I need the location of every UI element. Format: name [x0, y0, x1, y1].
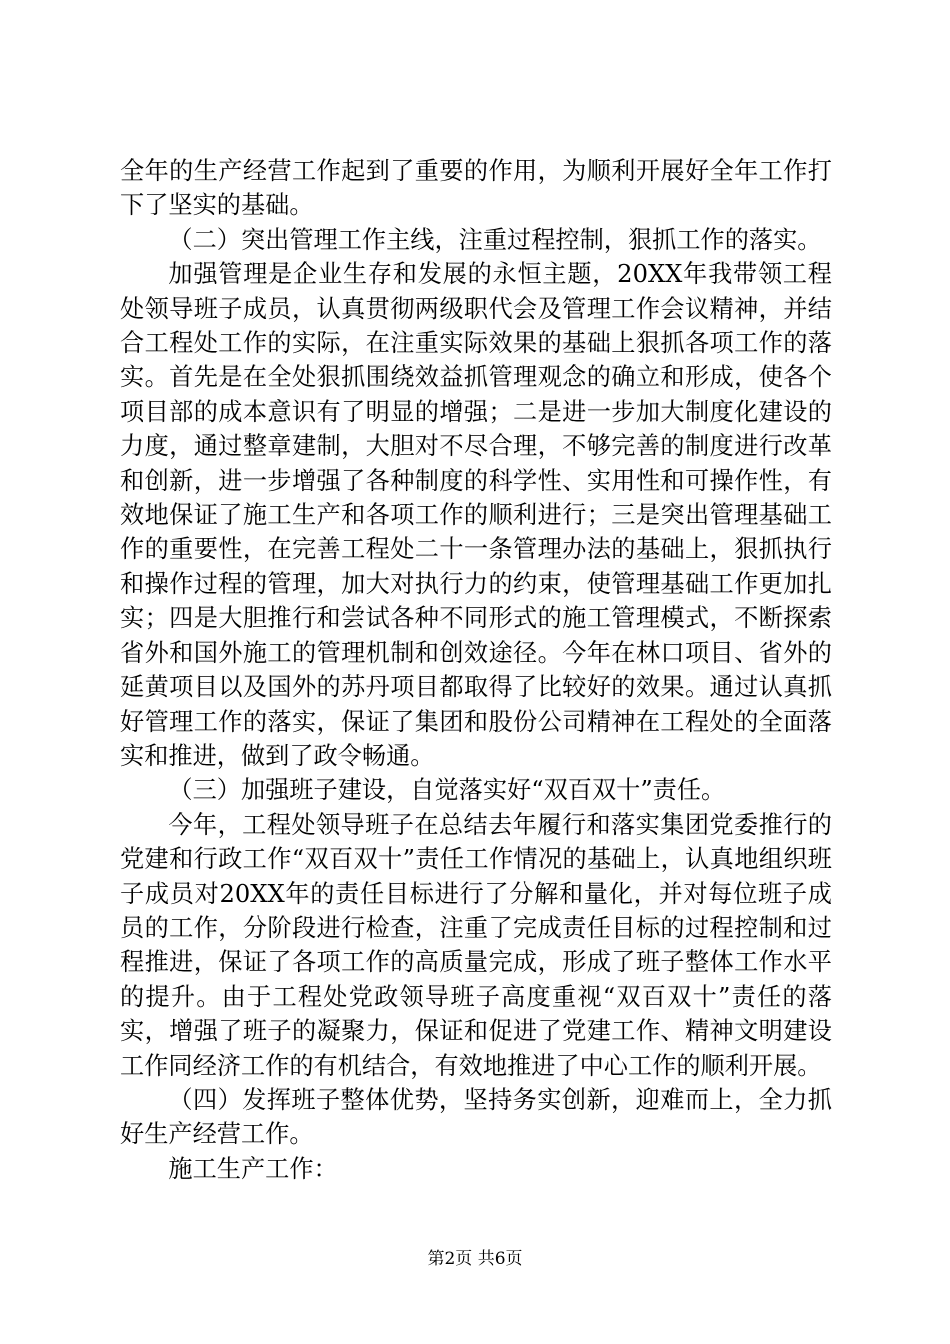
paragraph-construction: 施工生产工作：: [168, 1154, 338, 1183]
page-number: 第2页 共6页: [427, 1249, 523, 1269]
paragraph-management: 加强管理是企业生存和发展的永恒主题，20XX年我带领工程处领导班子成员，认真贯彻两级职代会及管理工作会议精神，并结合工程处工作的实际，在注重实际效果的基础上狠抓各项工作的落实。首先是在全处狠抓围绕效益抓管理观念的确立和形成，使各个项目部的成本意识有了明显的增强；二是进一步加大制度化建设的力度，通过整章建制，大胆对不尽合理，不够完善的制度进行改革和创新，进一步增强了各种制度的科学性、实用性和可操作性，有效地保证了施工生产和各项工作的顺利进行；三是突出管理基础工作的重要性，在完善工程处二十一条管理办法的基础上，狠抓执行和操作过程的管理，加大对执行力的约束，使管理基础工作更加扎实；四是大胆推行和尝试各种不同形式的施工管理模式，不断探索省外和国外施工的管理机制和创效途径。今年在林口项目、省外的延黄项目以及国外的苏丹项目都取得了比较好的效果。通过认真抓好管理工作的落实，保证了集团和股份公司精神在工程处的全面落实和推进，做到了政令畅通。: [120, 260, 832, 770]
document-body: [120, 154, 832, 1186]
section-heading-4: （四）发挥班子整体优势，坚持务实创新，迎难而上，全力抓好生产经营工作。: [120, 1085, 832, 1149]
paragraph-team-building: 今年，工程处领导班子在总结去年履行和落实集团党委推行的党建和行政工作“双百双十”责任工作情况的基础上，认真地组织班子成员对20XX年的责任目标进行了分解和量化，并对每位班子成员的工作，分阶段进行检查，注重了完成责任目标的过程控制和过程推进，保证了各项工作的高质量完成，形成了班子整体工作水平的提升。由于工程处党政领导班子高度重视“双百双十”责任的落实，增强了班子的凝聚力，保证和促进了党建工作、精神文明建设工作同经济工作的有机结合，有效地推进了中心工作的顺利开展。: [120, 810, 832, 1080]
paragraph-continuation: 全年的生产经营工作起到了重要的作用，为顺利开展好全年工作打下了坚实的基础。: [120, 157, 832, 220]
section-heading-3: （三）加强班子建设，自觉落实好“双百双十”责任。: [168, 776, 726, 805]
section-heading-2: （二）突出管理工作主线，注重过程控制，狠抓工作的落实。: [168, 225, 822, 254]
